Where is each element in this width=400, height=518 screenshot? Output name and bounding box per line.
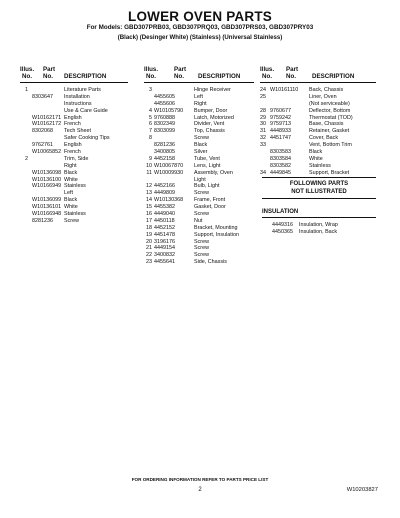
part-description: French [64,121,81,128]
part-description: White [309,155,323,162]
part-number: 8281236 [32,217,53,224]
part-description: Cover, Back [309,135,339,142]
part-number: W10162171 [32,114,62,121]
illus-number: 13 [146,190,152,197]
description-header: DESCRIPTION [312,73,355,80]
color-list: (Black) (Desinger White) (Stainless) (Universal Stainless) [117,34,283,41]
part-description: Assembly, Oven [194,169,233,176]
part-number: 3196176 [154,238,175,245]
illus-number: 10 [146,162,152,169]
illus-number: 1 [25,87,28,93]
part-number: 9759713 [270,121,291,128]
part-description: French [64,149,81,156]
part-description: White [64,176,78,183]
illus-number: 8 [149,135,152,142]
part-description: Vent, Bottom Trim [309,142,352,149]
part-number: 4449154 [154,245,175,252]
part-description: Nut [194,217,203,224]
part-description: Bracket, Mounting [194,224,238,231]
header-rule [20,82,128,83]
part-number: 8302349 [154,121,175,128]
part-description: Black [194,142,208,149]
part-number: W10166949 [32,183,62,190]
part-number: W10009930 [154,169,184,176]
part-description: White [64,204,78,211]
column-header [144,60,256,81]
part-number: 3400805 [154,149,175,156]
part-number: 3400832 [154,252,175,259]
part-description: Tube, Vent [194,155,220,162]
illus-header: Illus. [260,66,275,73]
illus-number: 21 [146,245,152,252]
illus-number: 3 [149,87,152,93]
part-header-no: No. [43,73,53,80]
part-number: 4455605 [154,93,175,100]
illus-number: 11 [146,169,152,176]
part-number: W10136100 [32,176,62,183]
part-number: 8302068 [32,128,53,135]
part-number: 8303584 [270,155,291,162]
part-description: Stainless [309,162,331,169]
part-number: W10136099 [32,197,62,204]
illus-number: 22 [146,252,152,259]
illus-number: 31 [260,128,266,135]
description-header: DESCRIPTION [198,73,241,80]
illus-number: 14 [146,197,152,204]
parts-column-3 [260,60,380,176]
part-description: Side, Chassis [194,259,227,266]
part-number: 9762761 [32,142,53,149]
part-number: 9760677 [270,107,291,114]
insulation-row [262,229,376,236]
part-number: W10166948 [32,211,62,218]
part-description: Stainless [64,183,86,190]
illus-number: 5 [149,114,152,121]
header-rule [260,82,376,83]
part-description: Lens, Light [194,162,221,169]
part-description: Literature Parts [64,87,101,93]
part-description: Silver [194,149,208,156]
parts-column-1 [20,60,132,224]
part-description: Light [194,176,206,183]
illus-number: 16 [146,211,152,218]
part-description: Divider, Vent [194,121,225,128]
description-header: DESCRIPTION [64,73,107,80]
part-description: Right [194,100,207,107]
not-illustrated-box [262,177,376,199]
column-header [20,60,132,81]
illus-number: 30 [260,121,266,128]
illus-number: 6 [149,121,152,128]
illus-header-no: No. [262,73,272,80]
divider [262,217,376,218]
part-number: 4455641 [154,259,175,266]
part-header-no: No. [286,73,296,80]
ordering-notice: FOR ORDERING INFORMATION REFER TO PARTS PRICE LIST [131,477,269,482]
illus-number: 9 [149,155,152,162]
part-description: Trim, Side [64,155,89,162]
part-description: Bulb, Light [194,183,220,190]
illus-number: 15 [146,204,152,211]
part-description: Bumper, Door [194,107,228,114]
not-illustrated-line2: NOT ILLUSTRATED [291,189,347,195]
part-number: 4449040 [154,211,175,218]
part-description: Screw [194,238,209,245]
part-number: 9760888 [154,114,175,121]
illus-number: 33 [260,142,266,149]
part-description: Stainless [64,211,86,218]
part-description: Screw [194,135,209,142]
part-number: 8303582 [270,162,291,169]
part-description: English [64,142,82,149]
illus-number: 32 [260,135,266,142]
part-number: W10067870 [154,162,184,169]
part-number: 4452152 [154,224,175,231]
part-description: Base, Chassis [309,121,344,128]
part-number: W10105790 [154,107,184,114]
part-number: 4450365 [272,228,293,235]
illus-number: 2 [25,155,28,162]
part-description: Left [194,93,203,100]
part-description: Retainer, Gasket [309,128,350,135]
part-description: Black [64,197,78,204]
part-description: Screw [194,190,209,197]
part-description: Insulation, Wrap [299,222,338,228]
part-description: Screw [64,217,79,224]
part-number: W10065852 [32,149,62,156]
part-description: (Not serviceable) [309,100,350,107]
not-illustrated-line1: FOLLOWING PARTS [289,181,349,187]
divider [262,177,376,178]
part-description: Safer Cooking Tips [64,135,110,142]
parts-column-2 [144,60,256,266]
part-number: 4449809 [154,190,175,197]
part-description: Tech Sheet [64,128,91,135]
part-header-no: No. [174,73,184,80]
part-description: Instructions [64,100,92,107]
part-description: Right [64,162,77,169]
part-number: 9759242 [270,114,291,121]
illus-number: 29 [260,114,266,121]
illus-header: Illus. [144,66,159,73]
illus-number: 24 [260,87,266,93]
page-title: LOWER OVEN PARTS [128,9,272,24]
part-description: Screw [194,211,209,218]
part-description: Thermostat (TOD) [309,114,353,121]
part-number: W10136101 [32,204,62,211]
part-number: W10162172 [32,121,62,128]
header-rule [144,82,254,83]
part-description: Latch, Motorized [194,114,234,121]
illus-number: 28 [260,107,266,114]
insulation-section [262,208,376,236]
insulation-heading: INSULATION [262,209,299,215]
part-number: 4455606 [154,100,175,107]
part-header: Part [174,66,187,73]
illus-number: 23 [146,259,152,266]
part-number: 4449845 [270,169,291,176]
part-description: Support, Insulation [194,231,239,238]
part-header: Part [286,66,299,73]
illus-number: 12 [146,183,152,190]
illus-number: 17 [146,217,152,224]
part-number: W10130368 [154,197,184,204]
part-description: Screw [194,245,209,252]
part-number: 8303099 [154,128,175,135]
part-number: 8303647 [32,93,53,100]
part-description: Screw [194,252,209,259]
illus-number: 7 [149,128,152,135]
part-number: 4452166 [154,183,175,190]
part-description: Hinge Receiver [194,87,231,93]
part-description: English [64,114,82,121]
part-description: Black [64,169,78,176]
part-number: 4450118 [154,217,175,224]
illus-header-no: No. [146,73,156,80]
part-description: Liner, Oven [309,93,337,100]
part-description: Gasket, Door [194,204,226,211]
part-description: Use & Care Guide [64,107,108,114]
part-number: 8281236 [154,142,175,149]
insulation-row [262,222,376,229]
divider [262,198,376,199]
part-number: W10161110 [270,87,299,93]
illus-number: 20 [146,238,152,245]
illus-number: 25 [260,93,266,100]
part-description: Installation [64,93,90,100]
part-number: 4448933 [270,128,291,135]
part-description: Back, Chassis [309,87,344,93]
illus-header: Illus. [20,66,35,73]
part-number: 4451478 [154,231,175,238]
part-description: Frame, Front [194,197,226,204]
model-list: For Models: GBD307PRB03, GBD307PRQ03, GBD307PRS03, GBD307PRY03 [86,24,314,31]
part-description: Top, Chassis [194,128,225,135]
illus-number: 34 [260,169,266,176]
part-description: Support, Bracket [309,169,350,176]
insulation-list [262,222,376,236]
illus-number: 4 [149,107,152,114]
part-description: Left [64,190,73,197]
illus-number: 18 [146,224,152,231]
illus-header-no: No. [22,73,32,80]
part-header: Part [43,66,56,73]
part-number: 8303583 [270,149,291,156]
column-header [260,60,380,81]
part-description: Deflector, Bottom [309,107,351,114]
part-number: 4455382 [154,204,175,211]
document-number: W10203827 [346,487,378,493]
part-number: 4449316 [272,222,293,228]
part-number: 4451747 [270,135,291,142]
illus-number: 19 [146,231,152,238]
part-number: 4452158 [154,155,175,162]
part-number: W10136098 [32,169,62,176]
part-description: Black [309,149,323,156]
page-number: 2 [198,487,202,493]
part-description: Insulation, Back [299,228,338,235]
